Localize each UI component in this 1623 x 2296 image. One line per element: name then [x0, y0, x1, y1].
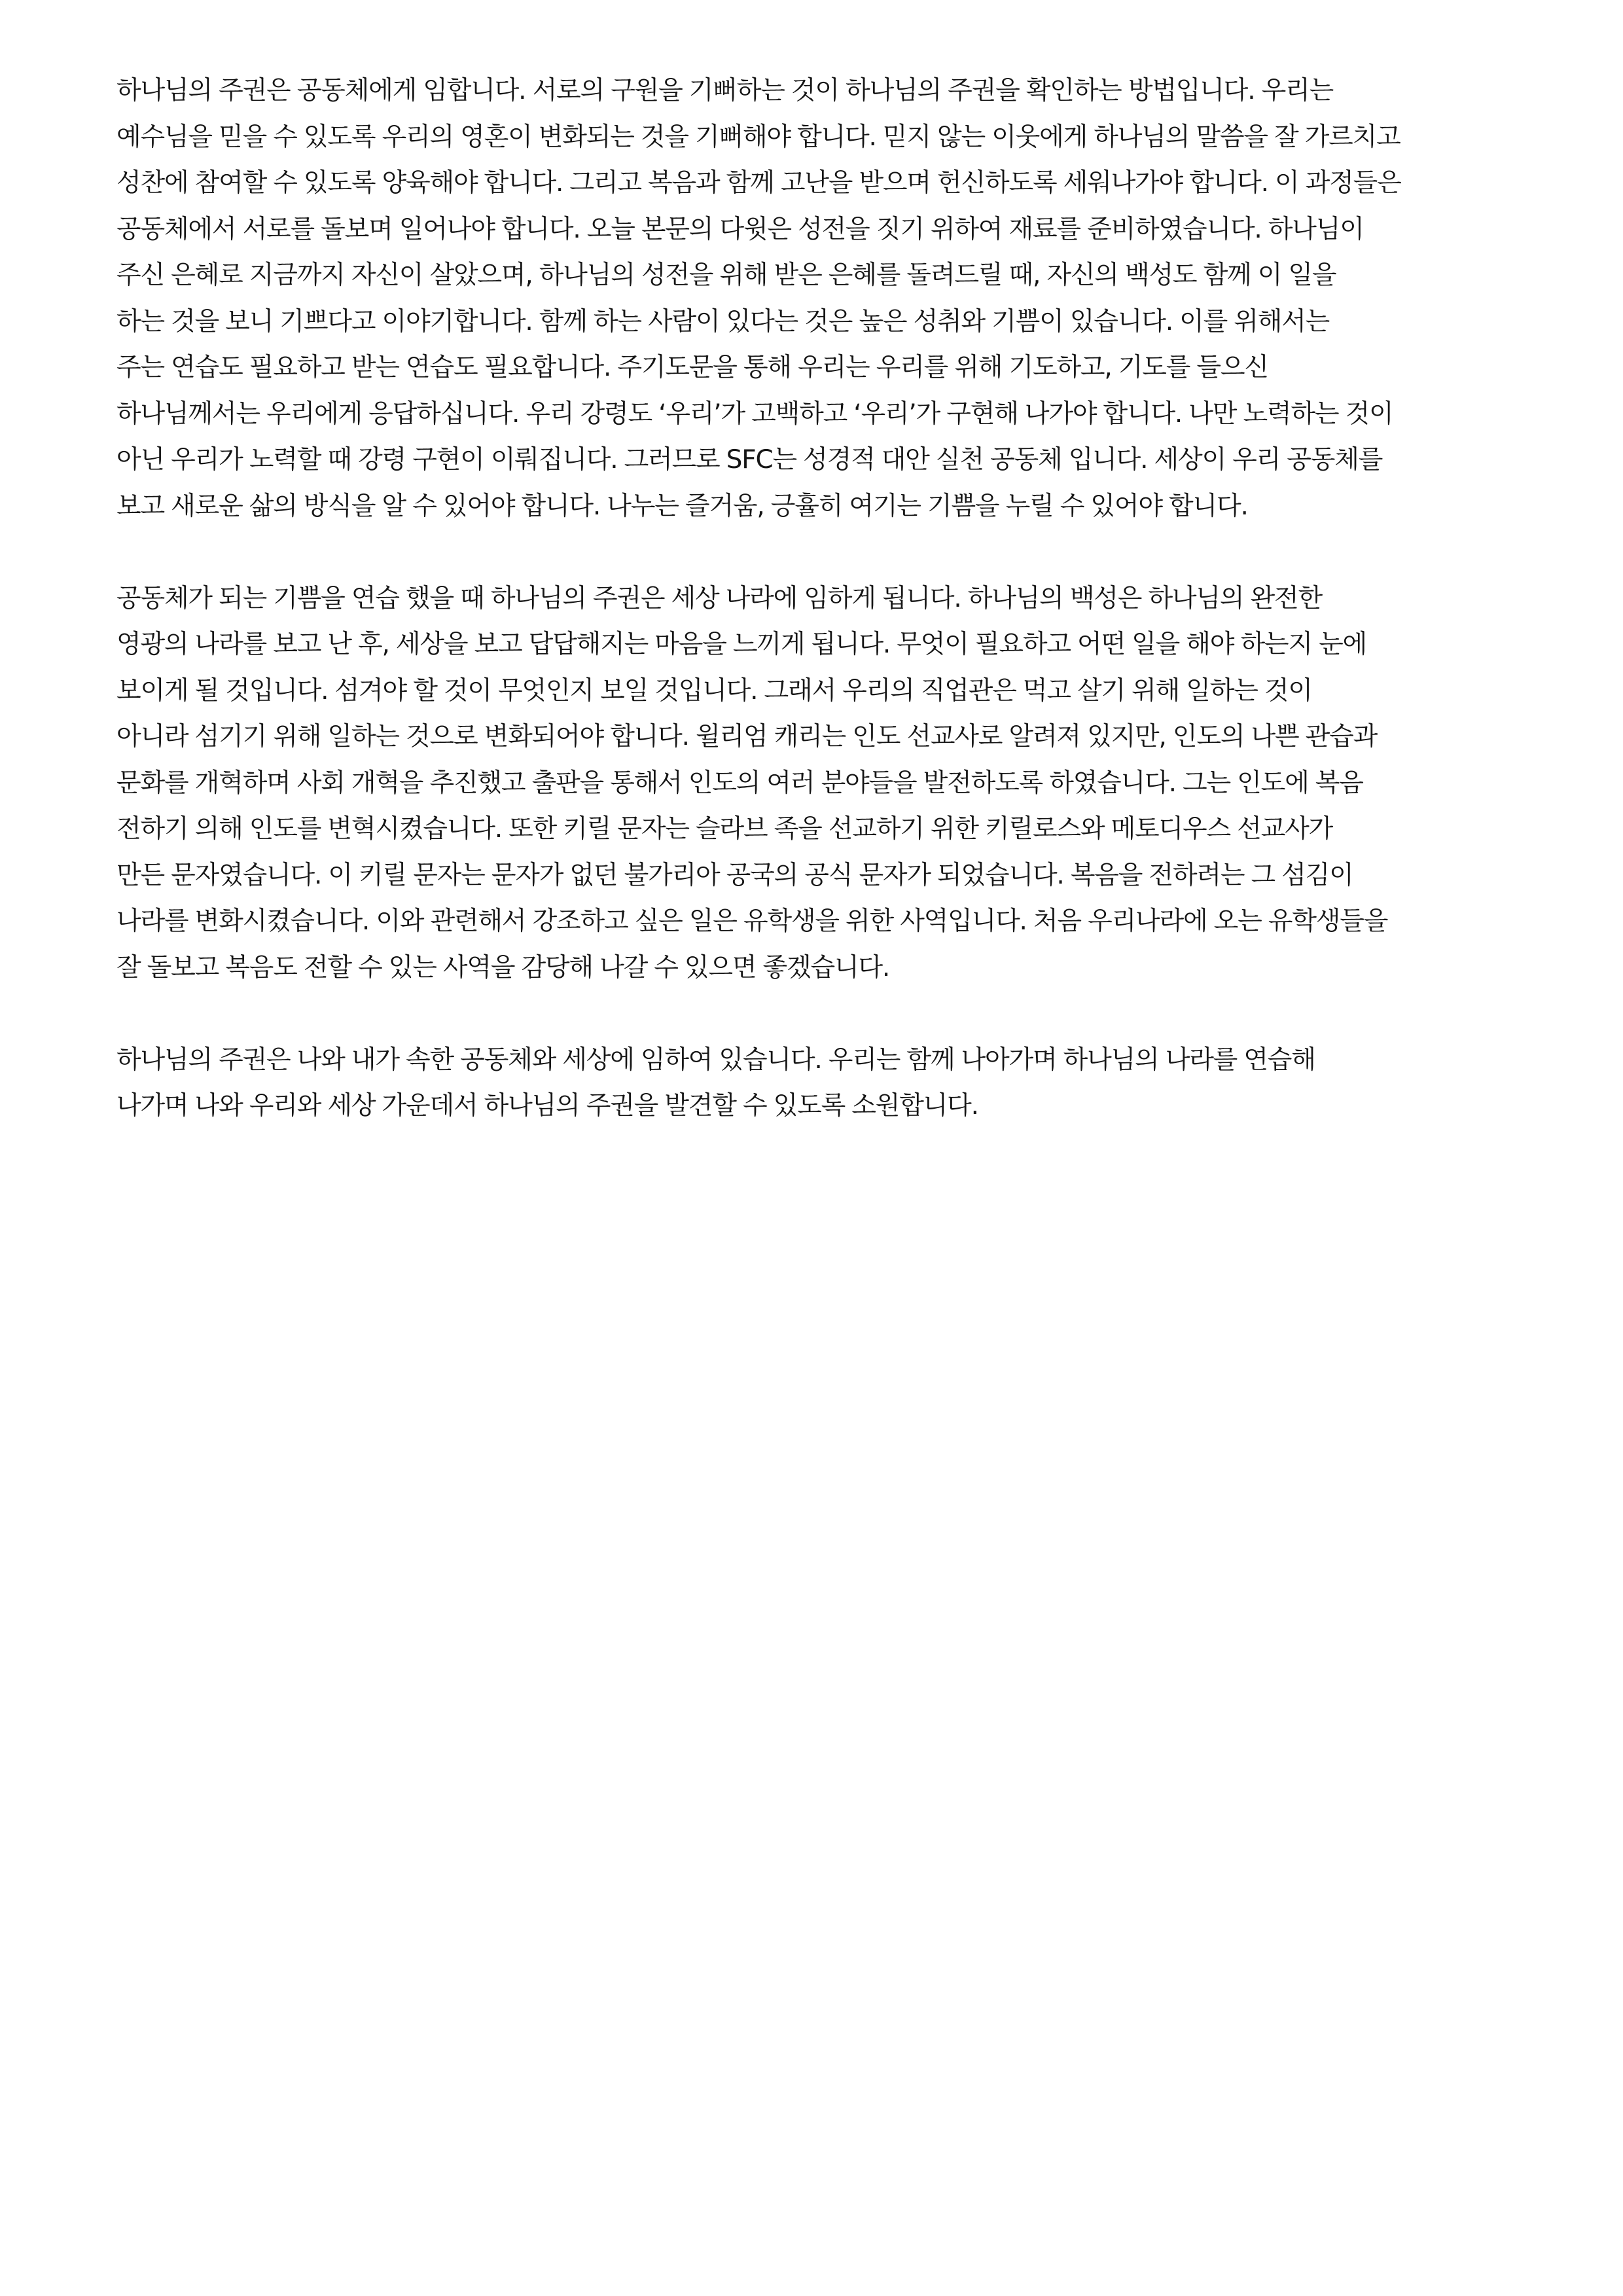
text-line: 아니라 섬기기 위해 일하는 것으로 변화되어야 합니다. 윌리엄 캐리는 인도 선교사로 알려져 있지만, 인도의 나쁜 관습과: [116, 722, 1378, 751]
paragraph-2: [116, 576, 1530, 992]
text-line: 전하기 의해 인도를 변혁시켰습니다. 또한 키릴 문자는 슬라브 족을 선교하기 위한 키릴로스와 메토디우스 선교사가: [116, 814, 1333, 844]
text-line: 하나님의 주권은 공동체에게 임합니다. 서로의 구원을 기뻐하는 것이 하나님의 주권을 확인하는 방법입니다. 우리는: [116, 76, 1334, 105]
text-line: 하는 것을 보니 기쁘다고 이야기합니다. 함께 하는 사람이 있다는 것은 높은 성취와 기쁨이 있습니다. 이를 위해서는: [116, 306, 1330, 336]
text-line: 주신 은혜로 지금까지 자신이 살았으며, 하나님의 성전을 위해 받은 은혜를 돌려드릴 때, 자신의 백성도 함께 이 일을: [116, 260, 1336, 290]
text-line: 공동체가 되는 기쁨을 연습 했을 때 하나님의 주권은 세상 나라에 임하게 됩니다. 하나님의 백성은 하나님의 완전한: [116, 583, 1322, 613]
text-line: 하나님께서는 우리에게 응답하십니다. 우리 강령도 ‘우리’가 고백하고 ‘우리’가 구현해 나가야 합니다. 나만 노력하는 것이: [116, 399, 1393, 429]
text-line: 보이게 될 것입니다. 섬겨야 할 것이 무엇인지 보일 것입니다. 그래서 우리의 직업관은 먹고 살기 위해 일하는 것이: [116, 675, 1312, 706]
text-line: 하나님의 주권은 나와 내가 속한 공동체와 세상에 임하여 있습니다. 우리는 함께 나아가며 하나님의 나라를 연습해: [116, 1045, 1315, 1075]
text-line: 예수님을 믿을 수 있도록 우리의 영혼이 변화되는 것을 기뻐해야 합니다. 믿지 않는 이웃에게 하나님의 말씀을 잘 가르치고: [116, 122, 1400, 152]
paragraph-3: [116, 1037, 1530, 1130]
text-line: 잘 돌보고 복음도 전할 수 있는 사역을 감당해 나갈 수 있으면 좋겠습니다.: [116, 952, 890, 982]
text-line: 보고 새로운 삶의 방식을 알 수 있어야 합니다. 나누는 즐거움, 긍휼히 여기는 기쁨을 누릴 수 있어야 합니다.: [116, 491, 1248, 521]
text-line: 아닌 우리가 노력할 때 강령 구현이 이뤄집니다. 그러므로 SFC는 성경적 대안 실천 공동체 입니다. 세상이 우리 공동체를: [116, 445, 1383, 475]
text-line: 공동체에서 서로를 돌보며 일어나야 합니다. 오늘 본문의 다윗은 성전을 짓기 위하여 재료를 준비하였습니다. 하나님이: [116, 214, 1364, 244]
text-line: 문화를 개혁하며 사회 개혁을 추진했고 출판을 통해서 인도의 여러 분야들을 발전하도록 하였습니다. 그는 인도에 복음: [116, 768, 1363, 798]
text-line: 성찬에 참여할 수 있도록 양육해야 합니다. 그리고 복음과 함께 고난을 받으며 헌신하도록 세워나가야 합니다. 이 과정들은: [116, 168, 1401, 198]
body-text: [116, 68, 1530, 1175]
text-line: 나라를 변화시켰습니다. 이와 관련해서 강조하고 싶은 일은 유학생을 위한 사역입니다. 처음 우리나라에 오는 유학생들을: [116, 906, 1388, 936]
text-line: 나가며 나와 우리와 세상 가운데서 하나님의 주권을 발견할 수 있도록 소원합니다.: [116, 1091, 978, 1121]
text-line: 영광의 나라를 보고 난 후, 세상을 보고 답답해지는 마음을 느끼게 됩니다. 무엇이 필요하고 어떤 일을 해야 하는지 눈에: [116, 630, 1367, 659]
text-line: 주는 연습도 필요하고 받는 연습도 필요합니다. 주기도문을 통해 우리는 우리를 위해 기도하고, 기도를 들으신: [116, 353, 1268, 382]
text-line: 만든 문자였습니다. 이 키릴 문자는 문자가 없던 불가리아 공국의 공식 문자가 되었습니다. 복음을 전하려는 그 섬김이: [116, 860, 1353, 890]
paragraph-1: [116, 68, 1530, 529]
